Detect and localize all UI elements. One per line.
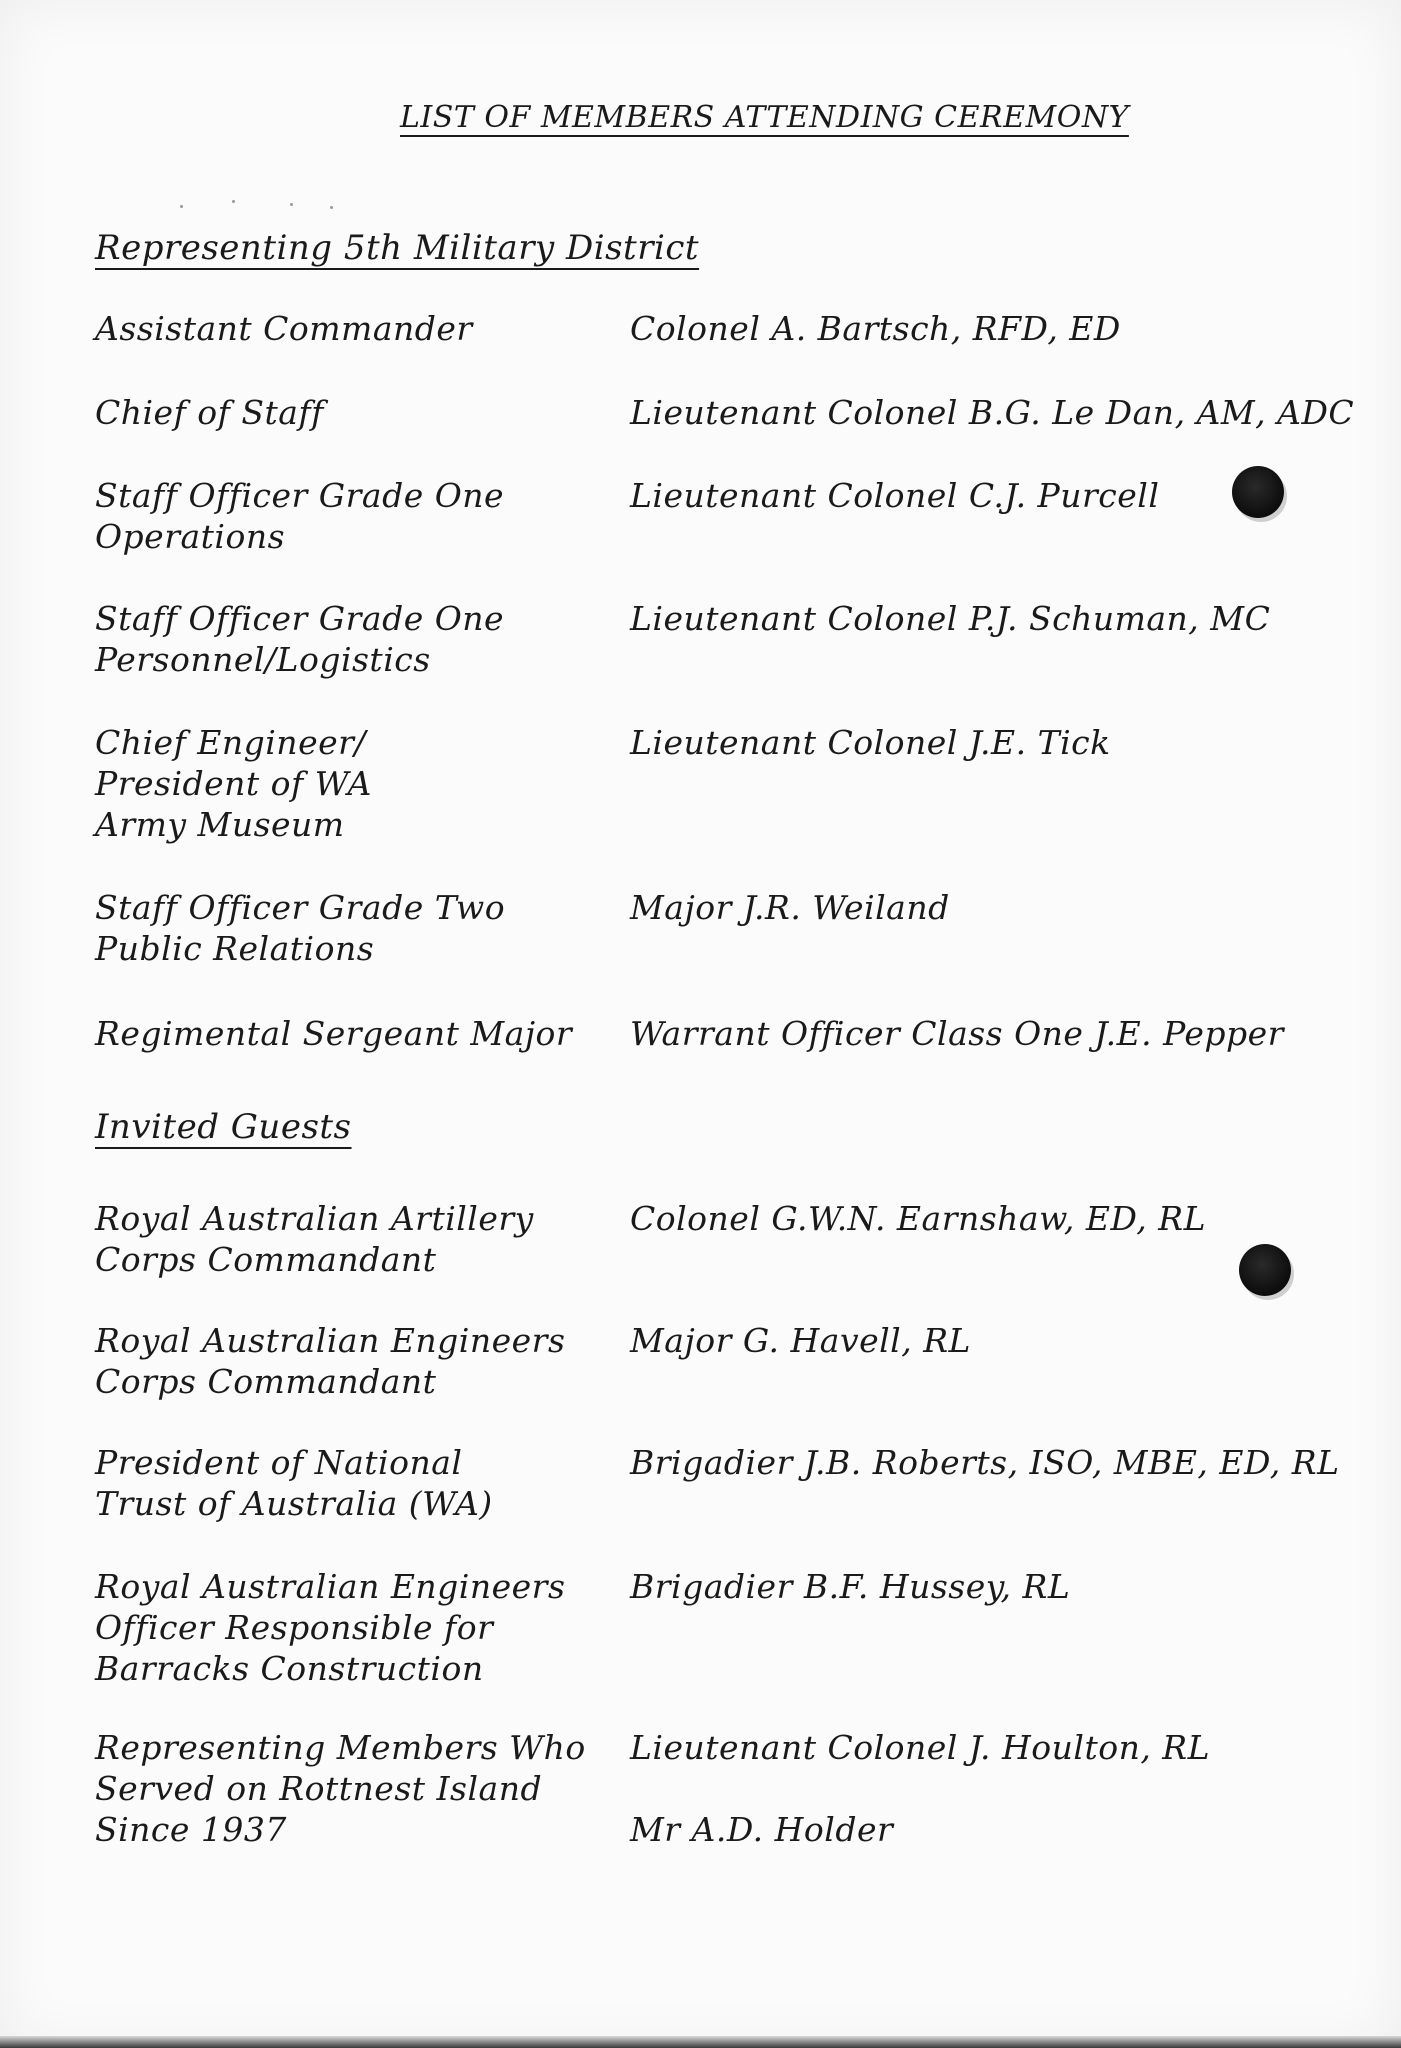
position-label <box>95 1442 595 1524</box>
position-line: Since 1937 <box>95 1810 287 1849</box>
position-line: Chief Engineer/ <box>95 723 367 762</box>
hole-punch <box>1232 466 1284 518</box>
position-line: Representing Members Who <box>95 1728 586 1767</box>
position-label <box>95 598 595 680</box>
attendee-name: Colonel G.W.N. Earnshaw, ED, RL <box>630 1199 1207 1238</box>
position-label <box>95 308 595 349</box>
section-heading-military-district: Representing 5th Military District <box>95 228 700 268</box>
attendee-name: Brigadier B.F. Hussey, RL <box>630 1567 1071 1606</box>
position-line: Trust of Australia (WA) <box>95 1484 493 1523</box>
position-line: Staff Officer Grade Two <box>95 888 506 927</box>
position-line: Royal Australian Engineers <box>95 1321 566 1360</box>
attendee-name: Major J.R. Weiland <box>630 888 950 927</box>
position-line: Army Museum <box>95 805 345 844</box>
position-label <box>95 392 595 433</box>
position-line: Regimental Sergeant Major <box>95 1014 573 1053</box>
position-label <box>95 722 595 845</box>
position-line: Staff Officer Grade One <box>95 599 505 638</box>
position-line: Operations <box>95 517 286 556</box>
position-line: President of National <box>95 1443 463 1482</box>
position-label <box>95 475 595 557</box>
attendee-name: Lieutenant Colonel J.E. Tick <box>630 723 1111 762</box>
attendee-name: Lieutenant Colonel C.J. Purcell <box>630 476 1160 515</box>
position-line: Royal Australian Engineers <box>95 1567 566 1606</box>
position-line: Corps Commandant <box>95 1240 437 1279</box>
attendee-name: Lieutenant Colonel P.J. Schuman, MC <box>630 599 1271 638</box>
section-heading-invited-guests: Invited Guests <box>95 1107 352 1147</box>
position-line: Staff Officer Grade One <box>95 476 505 515</box>
position-line: Chief of Staff <box>95 393 324 432</box>
position-line: Officer Responsible for <box>95 1608 494 1647</box>
attendee-name: Warrant Officer Class One J.E. Pepper <box>630 1014 1284 1053</box>
paper-speck <box>180 205 183 208</box>
document-title: LIST OF MEMBERS ATTENDING CEREMONY <box>400 100 1129 135</box>
attendee-name: Lieutenant Colonel J. Houlton, RL <box>630 1728 1211 1767</box>
position-line: Public Relations <box>95 929 375 968</box>
position-line: Personnel/Logistics <box>95 640 431 679</box>
position-line: Barracks Construction <box>95 1649 484 1688</box>
position-label <box>95 1566 595 1689</box>
paper-speck <box>330 206 333 209</box>
position-line: Corps Commandant <box>95 1362 437 1401</box>
position-line: Royal Australian Artillery <box>95 1199 534 1238</box>
position-line: Assistant Commander <box>95 309 473 348</box>
position-label <box>95 1727 595 1850</box>
attendee-name: Major G. Havell, RL <box>630 1321 971 1360</box>
attendee-name: Colonel A. Bartsch, RFD, ED <box>630 309 1121 348</box>
paper-speck <box>232 200 235 203</box>
position-label <box>95 1320 595 1402</box>
position-line: Served on Rottnest Island <box>95 1769 543 1808</box>
position-line: President of WA <box>95 764 372 803</box>
attendee-name: Brigadier J.B. Roberts, ISO, MBE, ED, RL <box>630 1443 1340 1482</box>
paper-speck <box>290 203 293 206</box>
page-bottom-edge <box>0 2036 1401 2048</box>
position-label <box>95 1198 595 1280</box>
attendee-name: Mr A.D. Holder <box>630 1810 894 1849</box>
hole-punch <box>1239 1244 1291 1296</box>
position-label <box>95 1013 595 1054</box>
position-label <box>95 887 595 969</box>
attendee-name: Lieutenant Colonel B.G. Le Dan, AM, ADC <box>630 393 1355 432</box>
